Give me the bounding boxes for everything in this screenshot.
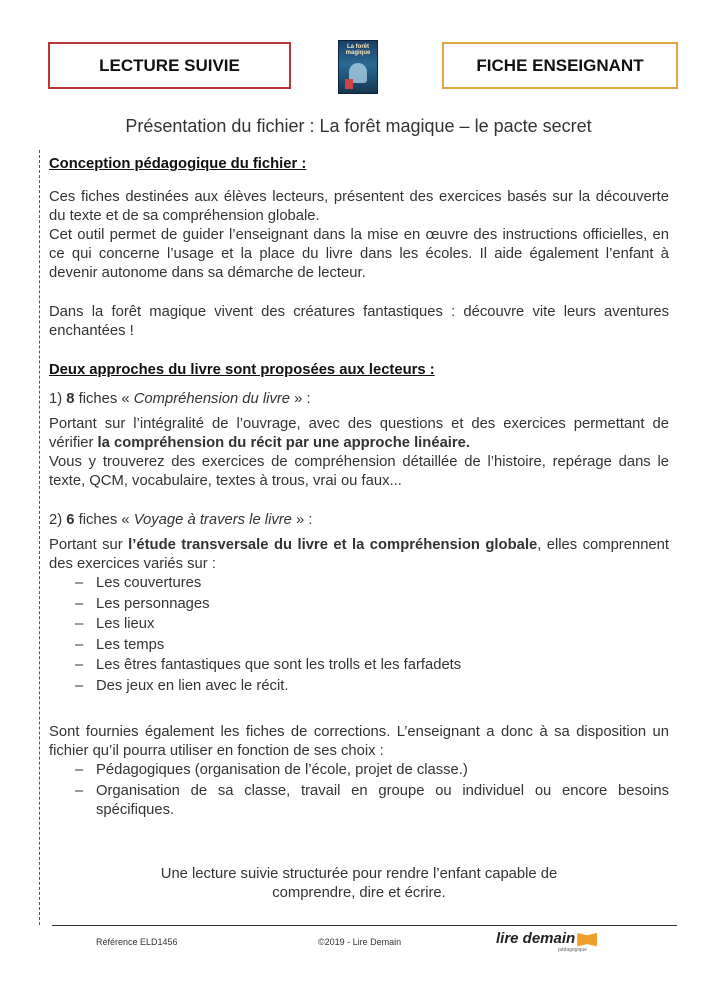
list-item: – Les couvertures: [75, 574, 669, 593]
list-item: – Organisation de sa classe, travail en groupe ou individuel ou encore besoins spécifiques.: [75, 782, 669, 820]
approach-2-title: 2) 6 fiches « Voyage à travers le livre » :: [49, 512, 313, 528]
fiche-enseignant-box: [442, 42, 678, 89]
footer-divider: [52, 925, 677, 926]
lecture-suivie-box: [48, 42, 291, 89]
copyright-text: ©2019 - Lire Demain: [318, 937, 402, 947]
fiche-enseignant-label: FICHE ENSEIGNANT: [476, 55, 644, 75]
book-icon: [577, 931, 597, 947]
closing-line-1: Une lecture suivie structurée pour rendre l’enfant capable de: [160, 866, 558, 882]
approach-2-list: [49, 574, 669, 696]
list-item: – Les êtres fantastiques que sont les trolls et les farfadets: [75, 656, 669, 675]
conception-paragraph-1: Ces fiches destinées aux élèves lecteurs, présentent des exercices basés sur la découverte du texte et de sa compréhension globale.: [49, 189, 669, 224]
approaches-heading: Deux approches du livre sont proposées aux lecteurs :: [49, 362, 435, 378]
reference-text: Référence ELD1456: [96, 937, 178, 947]
conception-paragraph-2: Cet outil permet de guider l’enseignant dans la mise en œuvre des instructions officielles, en ce qui concerne l’usage et la place du livre dans les écoles. Il aide également l’enfant à devenir autonome dans sa démarche de lecteur.: [49, 227, 669, 281]
approach-1-paragraph-1: Portant sur l’intégralité de l’ouvrage, avec des questions et des exercices permettant de vérifier la compréhension du récit par une approche linéaire.: [49, 416, 669, 451]
page-title: Présentation du fichier : La forêt magique – le pacte secret: [125, 116, 592, 136]
corrections-list: [49, 761, 669, 820]
main-content: [49, 155, 669, 903]
list-item: – Des jeux en lien avec le récit.: [75, 677, 669, 696]
lecture-suivie-label: LECTURE SUIVIE: [99, 55, 240, 75]
list-item: – Les lieux: [75, 615, 669, 634]
book-cover-image: [338, 40, 378, 94]
conception-heading: Conception pédagogique du fichier :: [49, 156, 307, 172]
logo-text: lire demain: [496, 930, 576, 947]
list-item: – Pédagogiques (organisation de l’école, projet de classe.): [75, 761, 669, 780]
lire-demain-logo: [496, 930, 597, 953]
closing-statement: [49, 865, 669, 903]
approach-1-paragraph-2: Vous y trouverez des exercices de compréhension détaillée de l’histoire, repérage dans le texte, QCM, vocabulaire, textes à trous, vrai ou faux...: [49, 454, 669, 489]
list-item: – Les personnages: [75, 595, 669, 614]
corrections-paragraph: Sont fournies également les fiches de corrections. L’enseignant a donc à sa disposition un fichier qu’il pourra utiliser en fonction de ses choix :: [49, 724, 669, 759]
approach-2-paragraph: Portant sur l’étude transversale du livre et la compréhension globale, elles comprennent des exercices variés sur :: [49, 537, 669, 572]
logo-subtitle: pédagogique: [558, 947, 587, 953]
list-item: – Les temps: [75, 636, 669, 655]
conception-paragraph-3: Dans la forêt magique vivent des créatures fantastiques : découvre vite leurs aventures enchantées !: [49, 304, 669, 339]
book-cover-title: La forêt magique: [345, 44, 371, 56]
left-margin-line: [39, 150, 40, 925]
approach-1-title: 1) 8 fiches « Compréhension du livre » :: [49, 391, 311, 407]
cover-figure-small: [345, 79, 353, 89]
closing-line-2: comprendre, dire et écrire.: [272, 885, 446, 901]
